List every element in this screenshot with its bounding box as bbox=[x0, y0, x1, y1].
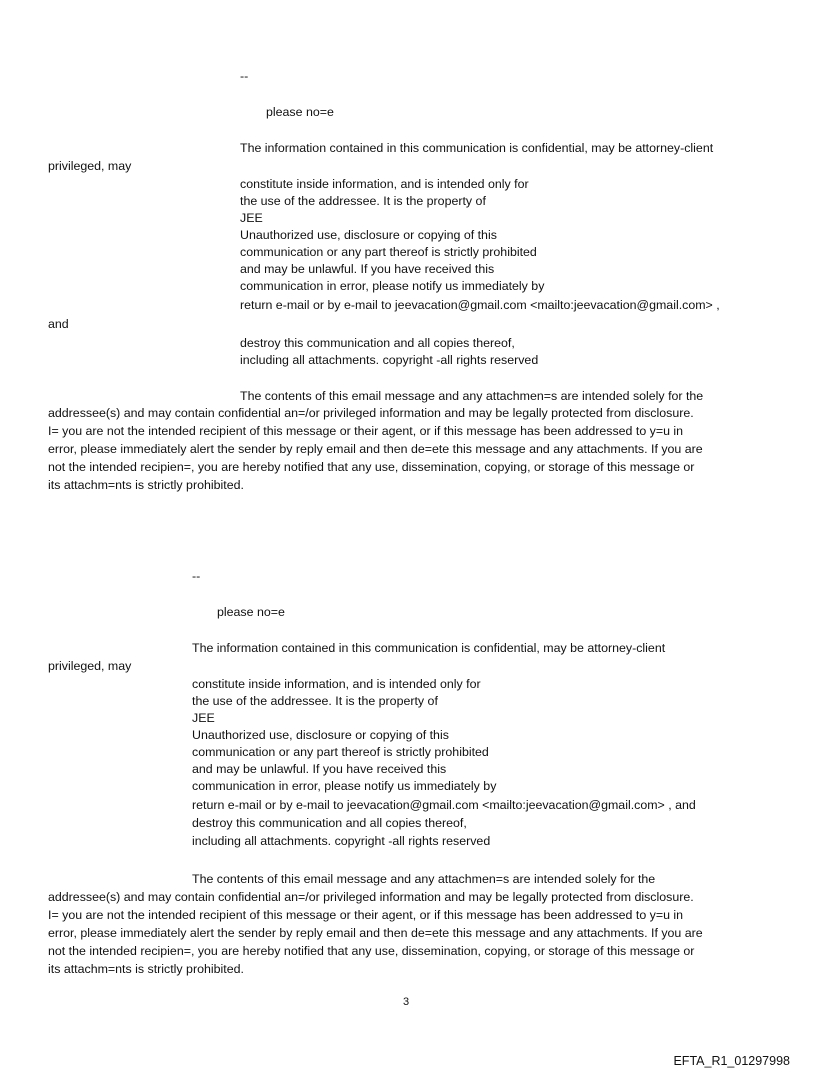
notice-line: communication or any part thereof is strictly prohibited bbox=[240, 245, 537, 259]
notice-line: return e-mail or by e-mail to jeevacation@gmail.com <mailto:jeevacation@gmail.com> , bbox=[240, 298, 720, 312]
disclaimer-line: error, please immediately alert the sender by reply email and then de=ete this message and any attachments. If you are bbox=[48, 442, 703, 456]
disclaimer-line: its attachm=nts is strictly prohibited. bbox=[48, 962, 244, 976]
notice-line: return e-mail or by e-mail to jeevacation@gmail.com <mailto:jeevacation@gmail.com> , and bbox=[192, 798, 696, 812]
notice-line: destroy this communication and all copies thereof, bbox=[240, 336, 515, 350]
disclaimer-line: The contents of this email message and any attachmen=s are intended solely for the bbox=[240, 389, 704, 403]
notice-line: and may be unlawful. If you have received this bbox=[192, 762, 447, 776]
disclaimer-line: error, please immediately alert the sender by reply email and then de=ete this message and any attachments. If you are bbox=[48, 926, 703, 940]
notice-line: JEE bbox=[192, 711, 215, 725]
notice-line: communication or any part thereof is strictly prohibited bbox=[192, 745, 489, 759]
notice-line: constitute inside information, and is intended only for bbox=[192, 677, 481, 691]
confidentiality-line: The information contained in this communication is confidential, may be attorney-client bbox=[192, 641, 666, 655]
disclaimer-line: I= you are not the intended recipient of this message or their agent, or if this message has been addressed to y=u in bbox=[48, 908, 684, 922]
notice-line: communication in error, please notify us immediately by bbox=[192, 779, 497, 793]
confidentiality-wrap: privileged, may bbox=[48, 159, 132, 173]
disclaimer-line: I= you are not the intended recipient of this message or their agent, or if this message has been addressed to y=u in bbox=[48, 424, 684, 438]
disclaimer-line: addressee(s) and may contain confidential an=/or privileged information and may be legally protected from disclosure. bbox=[48, 890, 694, 904]
page-number: 3 bbox=[403, 996, 410, 1008]
notice-line: Unauthorized use, disclosure or copying of this bbox=[192, 728, 449, 742]
notice-line: including all attachments. copyright -all rights reserved bbox=[240, 353, 539, 367]
disclaimer-line: addressee(s) and may contain confidential an=/or privileged information and may be legally protected from disclosure. bbox=[48, 406, 694, 420]
confidentiality-wrap: privileged, may bbox=[48, 659, 132, 673]
notice-line: the use of the addressee. It is the property of bbox=[192, 694, 438, 708]
separator: -- bbox=[240, 69, 249, 83]
greeting: please no=e bbox=[266, 105, 334, 119]
notice-line: JEE bbox=[240, 211, 263, 225]
notice-wrap: and bbox=[48, 317, 69, 331]
document-id: EFTA_R1_01297998 bbox=[673, 1054, 790, 1068]
disclaimer-line: its attachm=nts is strictly prohibited. bbox=[48, 478, 244, 492]
notice-line: Unauthorized use, disclosure or copying of this bbox=[240, 228, 497, 242]
notice-line: including all attachments. copyright -all rights reserved bbox=[192, 834, 491, 848]
disclaimer-line: The contents of this email message and any attachmen=s are intended solely for the bbox=[192, 872, 656, 886]
greeting: please no=e bbox=[217, 605, 285, 619]
notice-line: constitute inside information, and is intended only for bbox=[240, 177, 529, 191]
notice-line: the use of the addressee. It is the property of bbox=[240, 194, 486, 208]
separator: -- bbox=[192, 569, 201, 583]
confidentiality-line: The information contained in this communication is confidential, may be attorney-client bbox=[240, 141, 714, 155]
disclaimer-line: not the intended recipien=, you are hereby notified that any use, dissemination, copying, or storage of this message or bbox=[48, 944, 695, 958]
notice-line: destroy this communication and all copies thereof, bbox=[192, 816, 467, 830]
notice-line: and may be unlawful. If you have received this bbox=[240, 262, 495, 276]
notice-line: communication in error, please notify us immediately by bbox=[240, 279, 545, 293]
disclaimer-line: not the intended recipien=, you are hereby notified that any use, dissemination, copying, or storage of this message or bbox=[48, 460, 695, 474]
